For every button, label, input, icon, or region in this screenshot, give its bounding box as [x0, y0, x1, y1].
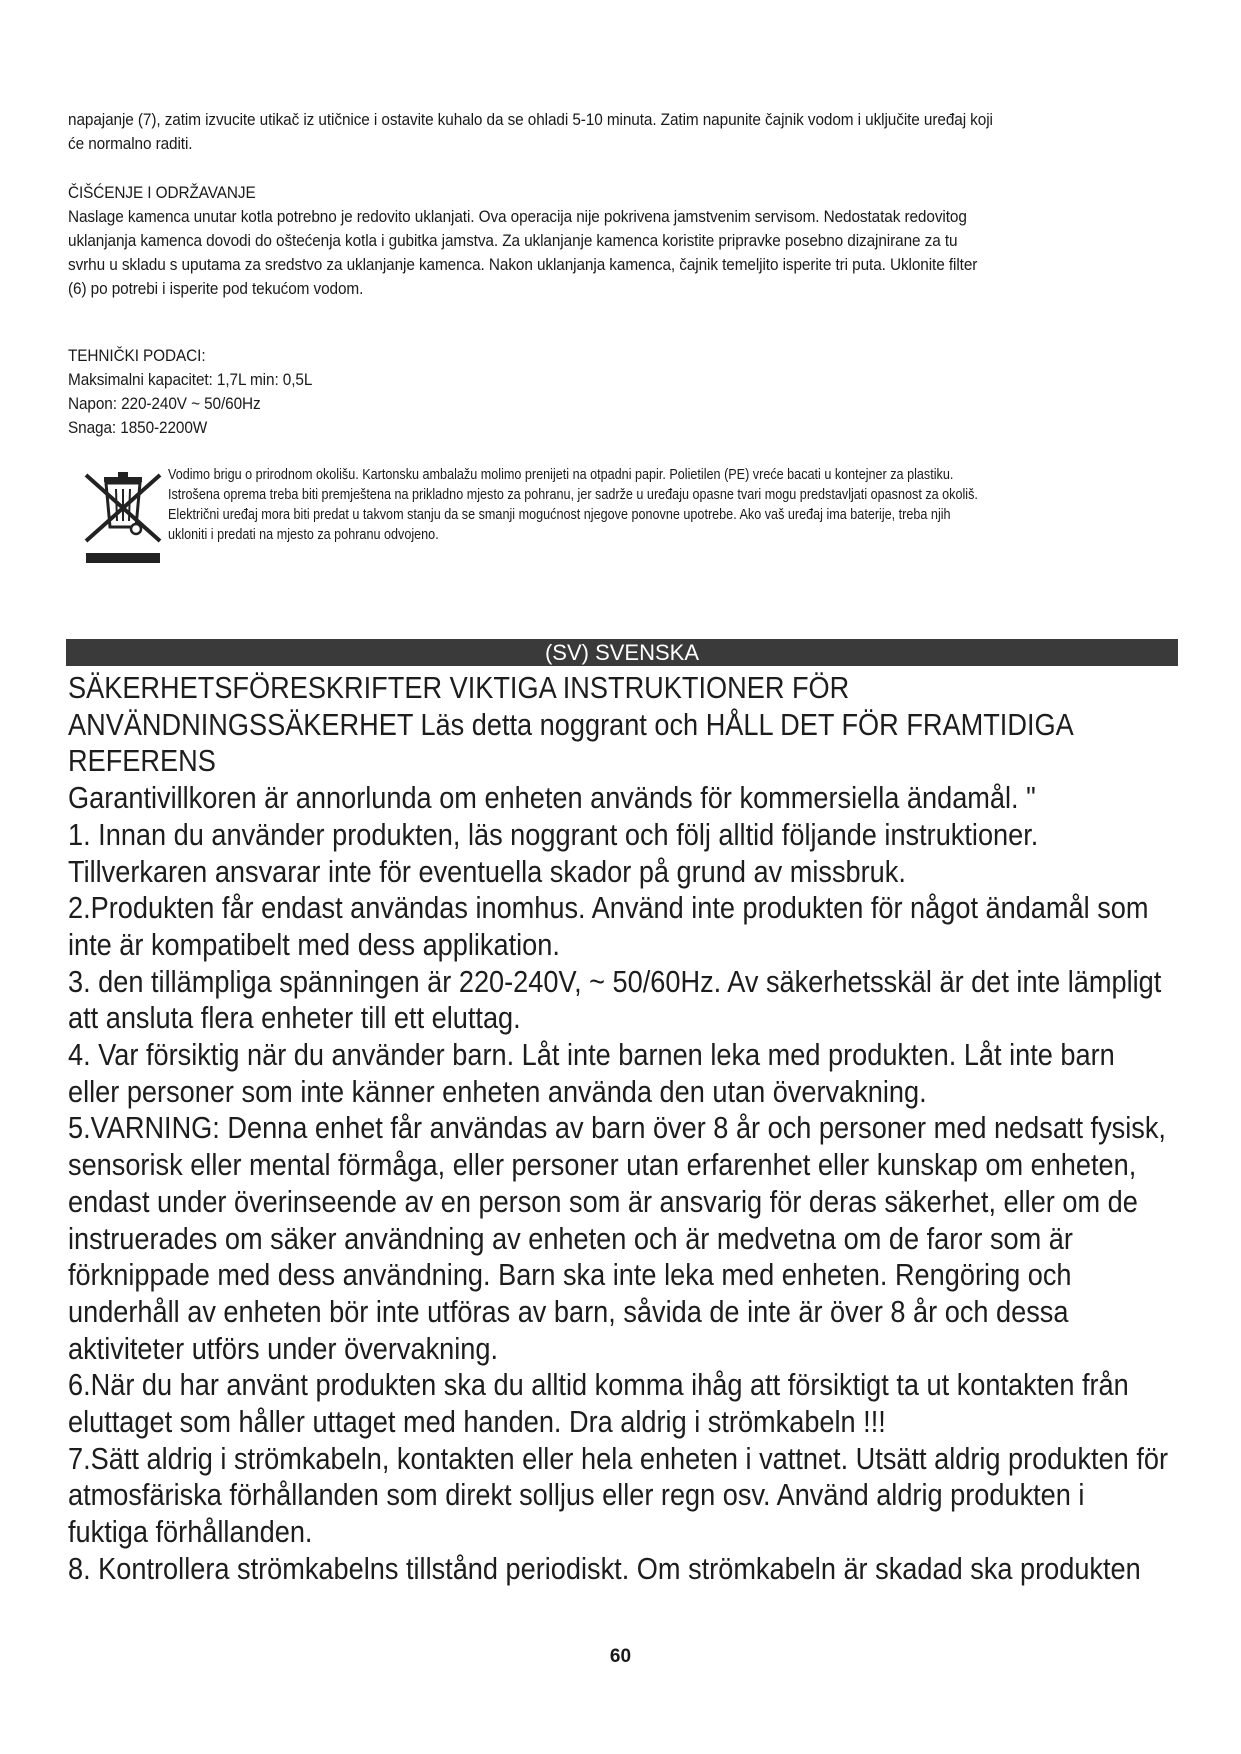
- text-line: će normalno raditi.: [68, 135, 193, 153]
- text-line: Naslage kamenca unutar kotla potrebno je redovito uklanjati. Ova operacija nije pokrivena jamstvenim servisom. Nedostatak redovitog: [68, 208, 967, 226]
- text-line: Tillverkaren ansvarar inte för eventuella skador på grund av missbruk.: [68, 854, 906, 889]
- text-line: (6) po potrebi i isperite pod tekućom vodom.: [68, 280, 364, 298]
- text-line: 1. Innan du använder produkten, läs noggrant och följ alltid följande instruktioner.: [68, 817, 1039, 852]
- text-line: fuktiga förhållanden.: [68, 1515, 313, 1550]
- text-line: ukloniti i predati na mjesto za pohranu odvojeno.: [168, 527, 439, 543]
- page-number: 60: [609, 1646, 632, 1667]
- text-line: napajanje (7), zatim izvucite utikač iz utičnice i ostavite kuhalo da se ohladi 5-10 minuta. Zatim napunite čajnik vodom i uključite uređaj koji: [68, 111, 993, 129]
- text-line: underhåll av enheten bör inte utföras av barn, såvida de inte är över 8 år och dessa: [68, 1294, 1069, 1329]
- language-section-header: (SV) SVENSKA: [66, 639, 1178, 666]
- text-line: uklanjanja kamenca dovodi do oštećenja kotla i gubitka jamstva. Za uklanjanje kamenca koristite pripravke posebno dizajnirane za tu: [68, 232, 958, 250]
- text-line: 8. Kontrollera strömkabelns tillstånd periodiskt. Om strömkabeln är skadad ska produkten: [68, 1551, 1141, 1586]
- text-line: 4. Var försiktig när du använder barn. Låt inte barnen leka med produkten. Låt inte barn: [68, 1038, 1115, 1073]
- cleaning-section: [68, 181, 1179, 301]
- text-line: REFERENS: [68, 744, 216, 779]
- text-line: eluttaget som håller uttaget med handen. Dra aldrig i strömkabeln !!!: [68, 1405, 886, 1440]
- text-line: inte är kompatibelt med dess applikation.: [68, 927, 560, 962]
- text-line: atmosfäriska förhållanden som direkt solljus eller regn osv. Använd aldrig produkten i: [68, 1478, 1085, 1513]
- text-line: eller personer som inte känner enheten använda den utan övervakning.: [68, 1074, 927, 1109]
- spec-power: Snaga: 1850-2200W: [68, 419, 208, 437]
- text-line: 3. den tillämpliga spänningen är 220-240V, ~ 50/60Hz. Av säkerhetsskäl är det inte lämpligt: [68, 964, 1162, 999]
- text-line: Vodimo brigu o prirodnom okolišu. Kartonsku ambalažu molimo prenijeti na otpadni papir. Polietilen (PE) vreće bacati u kontejner za plastiku.: [168, 467, 954, 483]
- tech-heading: TEHNIČKI PODACI:: [68, 347, 206, 365]
- text-line: förknippade med dess användning. Barn ska inte leka med enheten. Rengöring och: [68, 1258, 1072, 1293]
- text-line: 6.När du har använt produkten ska du alltid komma ihåg att försiktigt ta ut kontakten från: [68, 1368, 1129, 1403]
- text-line: 5.VARNING: Denna enhet får användas av barn över 8 år och personer med nedsatt fysisk,: [68, 1111, 1166, 1146]
- text-line: att ansluta flera enheter till ett eluttag.: [68, 1001, 521, 1036]
- text-line: svrhu u skladu s uputama za sredstvo za uklanjanje kamenca. Nakon uklanjanja kamenca, čajnik temeljito isperite tri puta. Uklonite filter: [68, 256, 978, 274]
- intro-paragraph: [68, 108, 1179, 156]
- text-line: Istrošena oprema treba biti premještena na prikladno mjesto za pohranu, jer sadrže u uređaju opasne tvari mogu predstavljati opasnost za okoliš.: [168, 487, 978, 503]
- text-line: Garantivillkoren är annorlunda om enheten används för kommersiella ändamål. ": [68, 781, 1036, 816]
- text-line: ANVÄNDNINGSSÄKERHET Läs detta noggrant och HÅLL DET FÖR FRAMTIDIGA: [68, 707, 1074, 742]
- text-line: aktiviteter utförs under övervakning.: [68, 1331, 499, 1366]
- swedish-safety-instructions: [68, 670, 1172, 1588]
- text-line: 7.Sätt aldrig i strömkabeln, kontakten eller hela enheten i vattnet. Utsätt aldrig produkten för: [68, 1441, 1168, 1476]
- tech-specs-section: [68, 344, 1100, 440]
- spec-capacity: Maksimalni kapacitet: 1,7L min: 0,5L: [68, 371, 313, 389]
- crossed-out-wheelie-bin-icon: [80, 465, 166, 565]
- text-line: 2.Produkten får endast användas inomhus. Använd inte produkten för något ändamål som: [68, 891, 1149, 926]
- text-line: Električni uređaj mora biti predat u takvom stanju da se smanji mogućnost njegove ponovne upotrebe. Ako vaš uređaj ima baterije, treba njih: [168, 507, 951, 523]
- text-line: endast under överinseende av en person som är ansvarig för deras säkerhet, eller om de: [68, 1184, 1138, 1219]
- text-line: SÄKERHETSFÖRESKRIFTER VIKTIGA INSTRUKTIONER FÖR: [68, 671, 850, 705]
- text-line: instruerades om säker användning av enheten och är medvetna om de faror som är: [68, 1221, 1073, 1256]
- weee-notice: [80, 465, 1190, 565]
- text-line: sensorisk eller mental förmåga, eller personer utan erfarenhet eller kunskap om enheten,: [68, 1148, 1137, 1183]
- weee-text: [168, 465, 1099, 545]
- spec-voltage: Napon: 220-240V ~ 50/60Hz: [68, 395, 261, 413]
- cleaning-heading: ČIŠĆENJE I ODRŽAVANJE: [68, 184, 256, 202]
